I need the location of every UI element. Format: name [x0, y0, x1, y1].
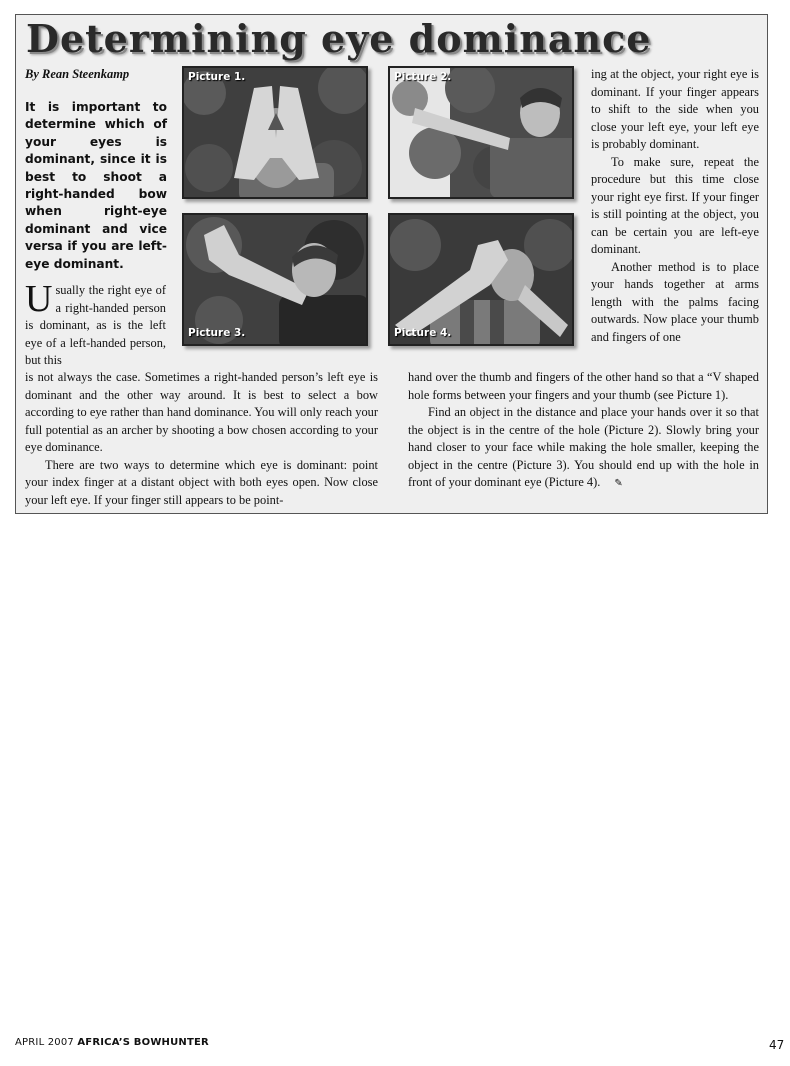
photo-picture-2 [388, 66, 574, 199]
hands-closer-photo [184, 215, 366, 344]
body-column-1 [25, 369, 378, 509]
photo-picture-3 [182, 213, 368, 346]
body-column-1-narrow [25, 278, 166, 370]
footer-magazine-name: AFRICA’S BOWHUNTER [77, 1037, 209, 1048]
body-paragraph: ing at the object, your right eye is dominant. If your finger appears to shift to the side when you close your left eye, your left eye is probably dominant. [591, 67, 759, 151]
photo-caption: Picture 2. [394, 71, 452, 83]
body-column-2 [408, 369, 759, 493]
photo-picture-1 [182, 66, 368, 199]
body-paragraph: is not always the case. Sometimes a right-handed person’s left eye is dominant and the other way around. It is best to select a bow according to eye rather than hand dominance. You will only reach your full potential as an archer by shooting a bow chosen according to your eye dominance. [25, 370, 378, 454]
article-box [15, 14, 768, 514]
photo-picture-4 [388, 213, 574, 346]
photo-caption: Picture 3. [188, 327, 246, 339]
body-paragraph: There are two ways to determine which eye is dominant: point your index finger at a distant object with both eyes open. Now close your left eye. If your finger still appears to be point- [25, 457, 378, 507]
man-pointing-photo [390, 68, 572, 197]
page-number: 47 [769, 1038, 785, 1052]
photo-caption: Picture 4. [394, 327, 452, 339]
body-column-2-narrow [591, 66, 759, 346]
hands-triangle-photo [184, 68, 366, 197]
body-paragraph: Another method is to place your hands together at arms length with the palms facing outwards. Now place your thumb and fingers of one [591, 259, 759, 344]
end-mark-icon: ✎ [614, 478, 623, 489]
photo-caption: Picture 1. [188, 71, 246, 83]
body-text: Find an object in the distance and place your hands over it so that the object is in the centre of the hole (Picture 2). Slowly bring your hand closer to your face while making the hole smaller, keeping the object in the centre (Picture 3). You should end up with the hole in front of your dominant eye (Picture 4). [408, 405, 759, 489]
body-paragraph: hand over the thumb and fingers of the other hand so that a “V shaped hole forms between your fingers and your thumb (see Picture 1). [408, 370, 759, 402]
drop-cap: U [25, 278, 53, 320]
body-text: sually the right eye of a right-handed person is dominant, as is the left eye of a left-handed person, but this [25, 283, 166, 367]
byline: By Rean Steenkamp [25, 67, 130, 81]
hands-over-eye-photo [390, 215, 572, 344]
intro-paragraph: It is important to determine which of your eyes is dominant, since it is best to shoot a right-handed bow when right-eye dominant and vice versa if you are left-eye dominant. [25, 100, 167, 271]
article-title: Determining eye dominance [26, 16, 652, 61]
footer-publication [15, 1037, 209, 1048]
footer-date: APRIL 2007 [15, 1037, 74, 1048]
body-paragraph: To make sure, repeat the procedure but this time close your right eye first. If your finger is still pointing at the object, you can be certain you are left-eye dominant. [591, 154, 759, 256]
body-paragraph [408, 404, 759, 493]
